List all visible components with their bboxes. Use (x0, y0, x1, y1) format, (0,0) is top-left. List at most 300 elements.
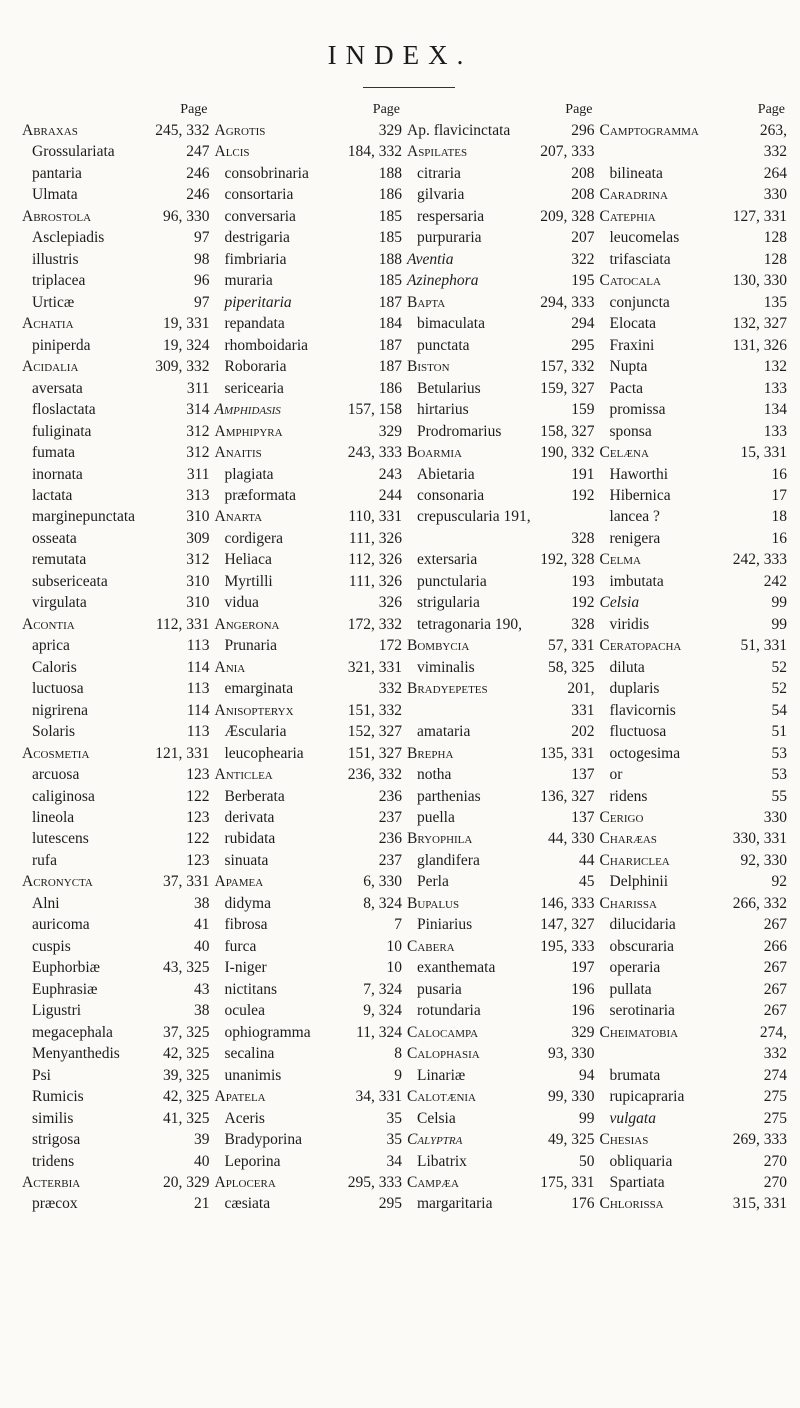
entry-pages: 45 (579, 873, 595, 891)
entry-name: brumata (609, 1066, 661, 1084)
entry-pages: 208 (571, 164, 595, 182)
index-entry (600, 1151, 788, 1172)
entry-pages: 44, 330 (548, 830, 595, 848)
index-entry (407, 828, 595, 849)
entry-name: Haworthi (609, 465, 669, 483)
entry-name: Pacta (609, 379, 644, 397)
entry-pages: 99 (771, 615, 787, 633)
entry-pages: 41 (194, 916, 210, 934)
index-entry (600, 786, 788, 807)
entry-pages: 41, 325 (163, 1109, 210, 1127)
entry-pages: 202 (571, 723, 595, 741)
entry-pages: 55 (771, 787, 787, 805)
index-entry (215, 399, 403, 420)
entry-name: sinuata (224, 851, 269, 869)
index-entry (407, 1043, 595, 1064)
entry-name: obliquaria (609, 1152, 673, 1170)
entry-pages: 112, 326 (348, 551, 402, 569)
index-entry (407, 335, 595, 356)
entry-name (407, 528, 417, 549)
entry-pages: 19, 331 (163, 315, 210, 333)
entry-pages: 185 (378, 229, 402, 247)
entry-pages: 195 (571, 272, 595, 290)
index-entry (407, 979, 595, 1000)
index-entry (407, 141, 595, 162)
index-entry (215, 828, 403, 849)
index-entry (600, 378, 788, 399)
entry-name: glandifera (417, 851, 480, 869)
index-entry (215, 871, 403, 892)
index-entry (407, 163, 595, 184)
entry-pages: 172 (378, 637, 402, 655)
index-entry (215, 1000, 403, 1021)
index-entry (600, 1022, 788, 1043)
index-entry (600, 957, 788, 978)
index-entry (600, 721, 788, 742)
index-entry (600, 592, 788, 613)
entry-name: præcox (32, 1195, 78, 1213)
entry-name: hirtarius (417, 401, 469, 419)
entry-name: tetragonaria 190, (417, 615, 523, 633)
entry-pages: 243, 333 (347, 444, 402, 462)
entry-name: rupicapraria (609, 1088, 685, 1106)
entry-pages: 151, 327 (347, 744, 402, 762)
entry-name: sericearia (224, 379, 284, 397)
entry-pages: 270 (763, 1173, 787, 1191)
index-entry (407, 421, 595, 442)
entry-pages: 186 (378, 379, 402, 397)
entry-pages: 312 (186, 551, 210, 569)
index-entry (600, 549, 788, 570)
entry-name: bimaculata (417, 315, 485, 333)
entry-name: I-niger (224, 959, 267, 977)
entry-name: strigularia (417, 594, 480, 612)
entry-pages: 99 (771, 594, 787, 612)
entry-name: citraria (417, 164, 461, 182)
entry-name: illustris (32, 250, 79, 268)
entry-name: præformata (224, 486, 296, 504)
index-entry (215, 635, 403, 656)
index-entry (600, 1172, 788, 1193)
index-entry (22, 356, 210, 377)
entry-name: Cerigo (599, 809, 644, 826)
entry-name: Acidalia (22, 358, 79, 376)
index-columns (22, 99, 792, 1215)
index-entry (215, 120, 403, 141)
entry-pages: 247 (186, 143, 210, 161)
entry-pages: 267 (763, 959, 787, 977)
entry-pages: 313 (186, 486, 210, 504)
entry-name: strigosa (32, 1131, 81, 1149)
index-entry (600, 828, 788, 849)
index-entry (22, 1172, 210, 1193)
entry-name: Alcis (214, 143, 250, 161)
index-entry (22, 206, 210, 227)
entry-pages: 39 (194, 1131, 210, 1149)
entry-pages: 38 (194, 894, 210, 912)
entry-pages: 187 (378, 293, 402, 311)
entry-pages: 15, 331 (740, 444, 787, 462)
index-entry (22, 270, 210, 291)
entry-name: muraria (224, 272, 273, 290)
index-entry (215, 292, 403, 313)
entry-name: fluctuosa (609, 723, 667, 741)
entry-pages: 236, 332 (347, 766, 402, 784)
index-entry (407, 227, 595, 248)
entry-name: Urticæ (32, 293, 75, 311)
entry-pages: 35 (386, 1109, 402, 1127)
entry-pages: 54 (771, 701, 787, 719)
entry-pages: 113 (186, 680, 210, 698)
entry-name: Ap. flavicinctata (407, 122, 511, 139)
entry-name: Solaris (32, 723, 76, 741)
entry-pages: 330 (763, 809, 787, 826)
index-entry (22, 292, 210, 313)
entry-name: gilvaria (417, 186, 465, 204)
index-entry (22, 506, 210, 527)
entry-name: Celsia (599, 594, 640, 612)
entry-pages: 197 (571, 959, 595, 977)
entry-pages: 111, 326 (348, 529, 402, 547)
entry-name: Prunaria (224, 637, 278, 655)
entry-pages: 329 (378, 422, 402, 440)
index-entry (22, 549, 210, 570)
entry-name: Piniarius (417, 916, 473, 934)
entry-name: Caradrina (599, 186, 668, 204)
index-entry (215, 979, 403, 1000)
entry-pages: 110, 331 (348, 508, 402, 526)
entry-name: remutata (32, 551, 87, 569)
entry-name: Celæna (599, 444, 649, 462)
index-entry (22, 592, 210, 613)
entry-name: Azinephora (407, 272, 479, 290)
entry-pages: 57, 331 (548, 637, 595, 655)
entry-pages: 274, (759, 1023, 787, 1041)
entry-pages: 315, 331 (732, 1195, 787, 1213)
index-entry (600, 1000, 788, 1021)
index-entry (215, 1108, 403, 1129)
index-entry (22, 700, 210, 721)
entry-name: Elocata (609, 315, 656, 333)
entry-name: Alni (32, 894, 60, 912)
entry-pages: 130, 330 (732, 272, 787, 290)
entry-pages: 112, 331 (155, 615, 210, 633)
index-entry (215, 464, 403, 485)
entry-name: margaritaria (417, 1195, 493, 1213)
index-entry (215, 528, 403, 549)
entry-name: inornata (32, 465, 83, 483)
entry-pages: 207, 333 (540, 143, 595, 161)
index-entry (407, 206, 595, 227)
index-entry (407, 764, 595, 785)
index-entry (215, 571, 403, 592)
index-entry (22, 442, 210, 463)
entry-pages: 34 (386, 1152, 402, 1170)
entry-pages: 196 (571, 1002, 595, 1020)
entry-name: punctularia (417, 572, 487, 590)
entry-pages: 243 (378, 465, 402, 483)
entry-name: obscuraria (609, 937, 675, 955)
entry-name: Catocala (599, 272, 661, 290)
entry-pages: 6, 330 (363, 873, 402, 891)
entry-name: pusaria (417, 980, 462, 998)
entry-pages: 264 (763, 164, 787, 182)
entry-name: imbutata (609, 572, 664, 590)
entry-pages: 246 (186, 186, 210, 204)
index-entry (600, 614, 788, 635)
index-entry (407, 442, 595, 463)
index-entry (407, 485, 595, 506)
entry-pages: 16 (771, 465, 787, 483)
entry-name: Aplocera (214, 1173, 276, 1191)
entry-name: Nupta (609, 358, 648, 376)
entry-pages: 122 (186, 830, 210, 848)
entry-pages: 311 (186, 465, 210, 483)
entry-name: piperitaria (224, 293, 292, 311)
entry-pages: 328 (571, 529, 595, 547)
entry-name: bilineata (609, 164, 663, 182)
entry-name: Ceratopacha (599, 637, 682, 655)
index-entry (407, 1022, 595, 1043)
index-entry (215, 1193, 403, 1214)
index-entry (22, 528, 210, 549)
entry-name: consortaria (224, 186, 294, 204)
index-entry (600, 807, 788, 828)
entry-name: parthenias (417, 787, 481, 805)
index-entry (22, 421, 210, 442)
entry-pages: 328 (571, 615, 595, 633)
index-entry (22, 120, 210, 141)
entry-pages: 51, 331 (740, 637, 787, 655)
index-entry (22, 1065, 210, 1086)
entry-name: diluta (609, 658, 645, 676)
entry-pages: 159 (571, 401, 595, 419)
entry-pages: 310 (186, 572, 210, 590)
entry-name: extersaria (417, 551, 478, 569)
entry-pages: 172, 332 (347, 615, 402, 633)
entry-pages: 209, 328 (540, 207, 595, 225)
entry-pages: 133 (763, 422, 787, 440)
entry-name: duplaris (609, 680, 660, 698)
entry-pages: 92 (771, 873, 787, 891)
entry-name (600, 141, 610, 162)
entry-pages: 188 (378, 164, 402, 182)
entry-pages: 9 (394, 1066, 402, 1084)
entry-name: Achatia (22, 315, 74, 333)
entry-pages: 246 (186, 164, 210, 182)
entry-pages: 312 (186, 422, 210, 440)
entry-name: osseata (32, 529, 77, 547)
entry-pages: 8, 324 (363, 894, 402, 912)
entry-pages: 111, 326 (348, 572, 402, 590)
entry-pages: 296 (571, 122, 595, 139)
index-entry (215, 592, 403, 613)
entry-pages: 312 (186, 444, 210, 462)
entry-name: crepuscularia 191, (417, 508, 531, 526)
entry-pages: 131, 326 (732, 336, 787, 354)
entry-name: Myrtilli (224, 572, 273, 590)
index-entry (22, 936, 210, 957)
entry-pages: 43, 325 (163, 959, 210, 977)
index-entry (215, 657, 403, 678)
page-heading: Page (757, 102, 785, 117)
entry-name: Abietaria (417, 465, 475, 483)
index-entry (22, 635, 210, 656)
index-entry (22, 1086, 210, 1107)
index-entry (215, 249, 403, 270)
index-entry (215, 764, 403, 785)
index-entry (600, 571, 788, 592)
entry-pages: 132, 327 (732, 315, 787, 333)
entry-pages: 208 (571, 186, 595, 204)
entry-name: Calocampa (407, 1023, 479, 1041)
entry-pages: 114 (186, 701, 210, 719)
entry-name: Cheimatobia (599, 1023, 679, 1041)
entry-name: Euphrasiæ (32, 980, 98, 998)
entry-name: Menyanthedis (32, 1045, 120, 1063)
entry-name: Perla (417, 873, 449, 891)
index-entry (600, 270, 788, 291)
entry-pages: 184, 332 (347, 143, 402, 161)
entry-name: nigrirena (32, 701, 88, 719)
entry-pages: 123 (186, 851, 210, 869)
entry-pages: 295 (571, 336, 595, 354)
entry-pages: 17 (771, 486, 787, 504)
index-entry (407, 914, 595, 935)
index-entry (600, 743, 788, 764)
index-entry (22, 614, 210, 635)
entry-name: Celma (599, 551, 642, 569)
entry-pages: 137 (571, 766, 595, 784)
entry-pages: 192 (571, 594, 595, 612)
index-entry (22, 399, 210, 420)
index-entry (600, 249, 788, 270)
index-entry (407, 807, 595, 828)
entry-pages: 158, 327 (540, 422, 595, 440)
index-entry (215, 184, 403, 205)
index-entry (600, 1043, 788, 1064)
entry-pages: 245, 332 (155, 122, 210, 139)
entry-pages: 16 (771, 529, 787, 547)
entry-pages: 113 (186, 723, 210, 741)
entry-pages: 18 (771, 508, 787, 526)
index-entry (22, 1151, 210, 1172)
entry-pages: 122 (186, 787, 210, 805)
index-entry (215, 163, 403, 184)
index-entry (215, 1022, 403, 1043)
entry-pages: 40 (194, 1152, 210, 1170)
index-entry (22, 1022, 210, 1043)
entry-name: Rumicis (32, 1088, 84, 1106)
entry-name: vidua (224, 594, 259, 612)
entry-pages: 192 (571, 486, 595, 504)
entry-name: Spartiata (609, 1173, 665, 1191)
index-entry (215, 313, 403, 334)
entry-name: Asclepiadis (32, 229, 105, 247)
entry-pages: 267 (763, 980, 787, 998)
entry-name: Abraxas (22, 122, 78, 139)
entry-pages: 127, 331 (732, 207, 787, 225)
entry-pages: 294 (571, 315, 595, 333)
index-entry (600, 914, 788, 935)
entry-name: Charissa (599, 894, 657, 912)
index-entry (600, 1129, 788, 1150)
entry-name: triplacea (32, 272, 86, 290)
index-entry (22, 893, 210, 914)
entry-name: operaria (609, 959, 661, 977)
entry-name: Cabera (407, 937, 455, 955)
entry-pages: 135 (763, 293, 787, 311)
entry-pages: 93, 330 (548, 1045, 595, 1063)
entry-name: Aspilates (407, 143, 468, 161)
entry-pages: 42, 325 (163, 1045, 210, 1063)
index-entry (407, 464, 595, 485)
entry-pages: 311 (186, 379, 210, 397)
entry-name: Amphidasis (214, 401, 281, 419)
entry-pages: 330, 331 (732, 830, 787, 848)
entry-name: viminalis (417, 658, 475, 676)
entry-name: arcuosa (32, 766, 80, 784)
entry-pages: 310 (186, 508, 210, 526)
entry-name: Chesias (599, 1131, 649, 1149)
entry-pages: 267 (763, 1002, 787, 1020)
index-entry (215, 141, 403, 162)
index-entry (407, 635, 595, 656)
entry-name: aprica (32, 637, 70, 655)
index-entry (407, 700, 595, 721)
entry-pages: 196 (571, 980, 595, 998)
index-entry (600, 356, 788, 377)
entry-name: renigera (609, 529, 661, 547)
entry-pages: 269, 333 (732, 1131, 787, 1149)
entry-pages: 331 (571, 701, 595, 719)
entry-pages: 195, 333 (540, 937, 595, 955)
entry-name: Roboraria (224, 358, 287, 376)
index-entry (22, 743, 210, 764)
entry-name: Agrotis (214, 122, 266, 139)
index-entry (600, 528, 788, 549)
index-entry (22, 571, 210, 592)
index-entry (407, 506, 595, 527)
index-entry (215, 786, 403, 807)
entry-pages: 193 (571, 572, 595, 590)
entry-pages: 134 (763, 401, 787, 419)
entry-name: fibrosa (224, 916, 268, 934)
index-entry (22, 184, 210, 205)
index-entry (22, 957, 210, 978)
entry-name: Amphipyra (214, 422, 283, 440)
entry-name: virgulata (32, 594, 87, 612)
entry-name: derivata (224, 809, 275, 826)
entry-name: tridens (32, 1152, 75, 1170)
entry-name: Grossulariata (32, 143, 115, 161)
entry-pages: 332 (378, 680, 402, 698)
entry-pages: 270 (763, 1152, 787, 1170)
entry-name: Ligustri (32, 1002, 82, 1020)
entry-name: Libatrix (417, 1152, 467, 1170)
entry-name: Campæa (407, 1173, 459, 1191)
index-entry (22, 485, 210, 506)
index-entry (600, 399, 788, 420)
entry-pages: 185 (378, 207, 402, 225)
entry-pages: 309 (186, 529, 210, 547)
entry-name: Acronycta (22, 873, 93, 891)
entry-name: Anisopteryx (214, 701, 294, 719)
index-entry (407, 1193, 595, 1214)
entry-pages: 207 (571, 229, 595, 247)
entry-pages: 136, 327 (540, 787, 595, 805)
index-column-4 (600, 99, 793, 1215)
